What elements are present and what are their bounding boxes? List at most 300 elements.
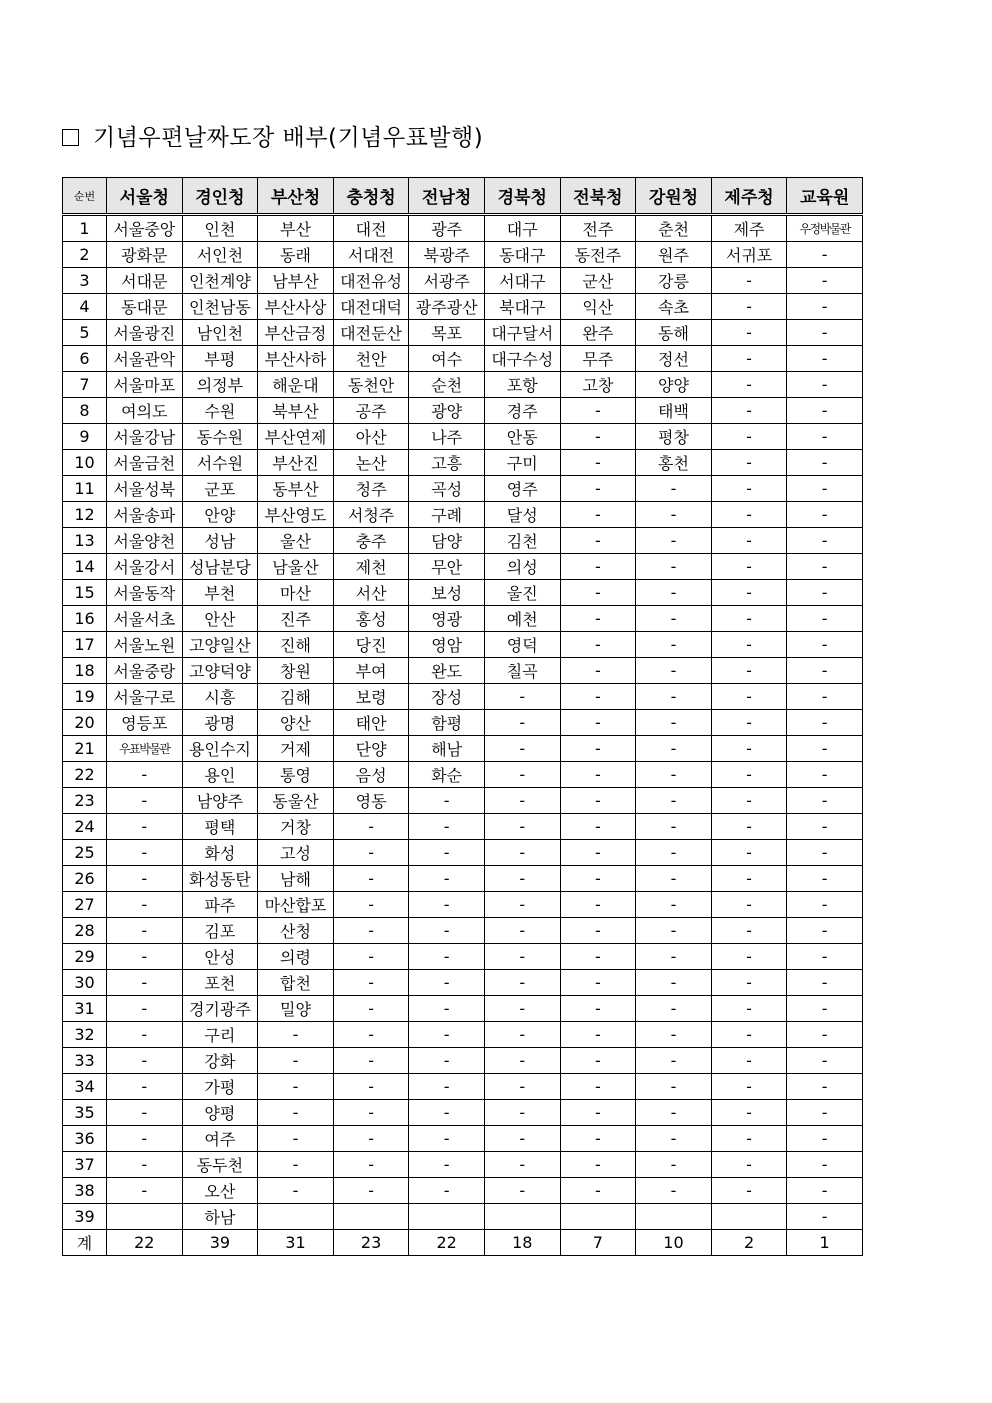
- office-cell: -: [787, 866, 863, 892]
- table-row: [63, 1204, 863, 1230]
- office-cell: 고성: [258, 840, 334, 866]
- office-cell: -: [787, 372, 863, 398]
- office-cell: 북대구: [484, 294, 560, 320]
- office-cell: 용인: [182, 762, 258, 788]
- office-cell: -: [107, 970, 183, 996]
- total-count: 18: [484, 1230, 560, 1256]
- office-cell: -: [711, 502, 787, 528]
- office-cell: -: [787, 1204, 863, 1230]
- office-cell: 진주: [258, 606, 334, 632]
- office-cell: -: [711, 658, 787, 684]
- office-cell: 광주: [409, 215, 485, 242]
- table-row: [63, 632, 863, 658]
- column-header-office: 충청청: [333, 178, 409, 215]
- office-cell: -: [787, 1074, 863, 1100]
- office-cell: -: [711, 346, 787, 372]
- office-cell: 대전대덕: [333, 294, 409, 320]
- office-cell: -: [711, 892, 787, 918]
- office-cell: -: [333, 918, 409, 944]
- office-cell: -: [333, 944, 409, 970]
- office-cell: -: [711, 840, 787, 866]
- row-number-cell: 1: [63, 215, 107, 242]
- table-row: [63, 424, 863, 450]
- table-row: [63, 580, 863, 606]
- row-number-cell: 10: [63, 450, 107, 476]
- office-cell: -: [560, 1152, 636, 1178]
- row-number-cell: 21: [63, 736, 107, 762]
- office-cell: -: [409, 1100, 485, 1126]
- office-cell: 대전유성: [333, 268, 409, 294]
- office-cell: 서울구로: [107, 684, 183, 710]
- office-cell: -: [636, 970, 712, 996]
- office-cell: -: [484, 1022, 560, 1048]
- office-cell: -: [107, 1152, 183, 1178]
- table-row: [63, 398, 863, 424]
- office-cell: 대전: [333, 215, 409, 242]
- table-row: [63, 242, 863, 268]
- office-cell: 완주: [560, 320, 636, 346]
- office-cell: -: [107, 1022, 183, 1048]
- distribution-table: [62, 177, 863, 1256]
- total-count: 2: [711, 1230, 787, 1256]
- office-cell: -: [484, 684, 560, 710]
- office-cell: -: [636, 554, 712, 580]
- office-cell: -: [711, 450, 787, 476]
- office-cell: 인천: [182, 215, 258, 242]
- office-cell: -: [787, 918, 863, 944]
- office-cell: -: [711, 1022, 787, 1048]
- row-number-cell: 17: [63, 632, 107, 658]
- office-cell: -: [787, 424, 863, 450]
- office-cell: 거창: [258, 814, 334, 840]
- office-cell: 남부산: [258, 268, 334, 294]
- office-cell: -: [258, 1126, 334, 1152]
- table-row: [63, 372, 863, 398]
- office-cell: [409, 1204, 485, 1230]
- row-number-cell: 18: [63, 658, 107, 684]
- office-cell: -: [636, 762, 712, 788]
- office-cell: 제주: [711, 215, 787, 242]
- office-cell: 평택: [182, 814, 258, 840]
- office-cell: -: [484, 814, 560, 840]
- office-cell: [560, 1204, 636, 1230]
- office-cell: -: [787, 320, 863, 346]
- office-cell: -: [636, 918, 712, 944]
- office-cell: -: [636, 1022, 712, 1048]
- office-cell: 수원: [182, 398, 258, 424]
- office-cell: -: [711, 1126, 787, 1152]
- office-cell: 보령: [333, 684, 409, 710]
- office-cell: -: [409, 1178, 485, 1204]
- row-number-cell: 33: [63, 1048, 107, 1074]
- office-cell: -: [107, 762, 183, 788]
- office-cell: -: [560, 866, 636, 892]
- office-cell: 강릉: [636, 268, 712, 294]
- office-cell: -: [484, 840, 560, 866]
- table-row: [63, 1022, 863, 1048]
- office-cell: 산청: [258, 918, 334, 944]
- office-cell: 안양: [182, 502, 258, 528]
- table-row: [63, 1152, 863, 1178]
- office-cell: -: [787, 606, 863, 632]
- column-header-office: 제주청: [711, 178, 787, 215]
- office-cell: 군포: [182, 476, 258, 502]
- table-row: [63, 215, 863, 242]
- office-cell: 영등포: [107, 710, 183, 736]
- office-cell: -: [787, 892, 863, 918]
- office-cell: 오산: [182, 1178, 258, 1204]
- office-cell: -: [711, 1074, 787, 1100]
- office-cell: 창원: [258, 658, 334, 684]
- office-cell: -: [333, 866, 409, 892]
- total-count: 22: [107, 1230, 183, 1256]
- office-cell: -: [560, 918, 636, 944]
- office-cell: 안산: [182, 606, 258, 632]
- office-cell: 동수원: [182, 424, 258, 450]
- office-cell: -: [636, 814, 712, 840]
- table-row: [63, 918, 863, 944]
- row-number-cell: 3: [63, 268, 107, 294]
- office-cell: 부산사상: [258, 294, 334, 320]
- office-cell: 칠곡: [484, 658, 560, 684]
- row-number-cell: 19: [63, 684, 107, 710]
- office-cell: 광양: [409, 398, 485, 424]
- office-cell: -: [484, 1048, 560, 1074]
- table-row: [63, 294, 863, 320]
- office-cell: 대구달서: [484, 320, 560, 346]
- office-cell: -: [409, 1152, 485, 1178]
- table-row: [63, 840, 863, 866]
- office-cell: -: [787, 658, 863, 684]
- office-cell: 성남: [182, 528, 258, 554]
- office-cell: 고창: [560, 372, 636, 398]
- row-number-cell: 35: [63, 1100, 107, 1126]
- office-cell: -: [787, 840, 863, 866]
- office-cell: -: [107, 866, 183, 892]
- office-cell: 홍성: [333, 606, 409, 632]
- office-cell: 서울관악: [107, 346, 183, 372]
- office-cell: 우표박물관: [107, 736, 183, 762]
- office-cell: -: [409, 996, 485, 1022]
- office-cell: -: [787, 788, 863, 814]
- office-cell: 동래: [258, 242, 334, 268]
- column-header-office: 경인청: [182, 178, 258, 215]
- table-row: [63, 788, 863, 814]
- office-cell: 김포: [182, 918, 258, 944]
- office-cell: 대전둔산: [333, 320, 409, 346]
- row-number-cell: 6: [63, 346, 107, 372]
- office-cell: -: [711, 294, 787, 320]
- table-row: [63, 450, 863, 476]
- office-cell: 광명: [182, 710, 258, 736]
- office-cell: 서울성북: [107, 476, 183, 502]
- office-cell: 부평: [182, 346, 258, 372]
- office-cell: 북부산: [258, 398, 334, 424]
- office-cell: -: [636, 1126, 712, 1152]
- office-cell: -: [560, 580, 636, 606]
- office-cell: 정선: [636, 346, 712, 372]
- total-label: 계: [63, 1230, 107, 1256]
- office-cell: -: [409, 1074, 485, 1100]
- office-cell: -: [560, 502, 636, 528]
- office-cell: 전주: [560, 215, 636, 242]
- column-header-office: 서울청: [107, 178, 183, 215]
- office-cell: 남울산: [258, 554, 334, 580]
- office-cell: 서울서초: [107, 606, 183, 632]
- office-cell: 서울양천: [107, 528, 183, 554]
- office-cell: -: [409, 866, 485, 892]
- office-cell: 인천남동: [182, 294, 258, 320]
- office-cell: 여주: [182, 1126, 258, 1152]
- office-cell: -: [409, 918, 485, 944]
- office-cell: 화순: [409, 762, 485, 788]
- office-cell: 남해: [258, 866, 334, 892]
- office-cell: 무안: [409, 554, 485, 580]
- office-cell: -: [409, 944, 485, 970]
- table-row: [63, 866, 863, 892]
- office-cell: -: [711, 1152, 787, 1178]
- row-number-cell: 27: [63, 892, 107, 918]
- office-cell: -: [636, 892, 712, 918]
- office-cell: 무주: [560, 346, 636, 372]
- office-cell: -: [560, 1074, 636, 1100]
- office-cell: 서수원: [182, 450, 258, 476]
- row-number-cell: 9: [63, 424, 107, 450]
- row-number-cell: 12: [63, 502, 107, 528]
- column-header-office: 경북청: [484, 178, 560, 215]
- office-cell: -: [636, 528, 712, 554]
- office-cell: 서울광진: [107, 320, 183, 346]
- row-number-cell: 31: [63, 996, 107, 1022]
- row-number-cell: 5: [63, 320, 107, 346]
- office-cell: -: [787, 814, 863, 840]
- office-cell: 부산연제: [258, 424, 334, 450]
- total-count: 7: [560, 1230, 636, 1256]
- table-row: [63, 892, 863, 918]
- office-cell: -: [484, 710, 560, 736]
- office-cell: 마산: [258, 580, 334, 606]
- office-cell: 예천: [484, 606, 560, 632]
- total-count: 39: [182, 1230, 258, 1256]
- office-cell: 서대문: [107, 268, 183, 294]
- office-cell: 달성: [484, 502, 560, 528]
- office-cell: 동해: [636, 320, 712, 346]
- office-cell: -: [258, 1022, 334, 1048]
- office-cell: -: [484, 1100, 560, 1126]
- office-cell: -: [636, 684, 712, 710]
- table-row: [63, 1048, 863, 1074]
- office-cell: -: [333, 1152, 409, 1178]
- office-cell: -: [333, 840, 409, 866]
- office-cell: 충주: [333, 528, 409, 554]
- office-cell: 부산금정: [258, 320, 334, 346]
- office-cell: -: [484, 736, 560, 762]
- office-cell: -: [333, 996, 409, 1022]
- row-number-cell: 34: [63, 1074, 107, 1100]
- total-count: 10: [636, 1230, 712, 1256]
- office-cell: 포항: [484, 372, 560, 398]
- office-cell: 고양일산: [182, 632, 258, 658]
- office-cell: 순천: [409, 372, 485, 398]
- table-row: [63, 1178, 863, 1204]
- office-cell: 논산: [333, 450, 409, 476]
- office-cell: -: [711, 632, 787, 658]
- office-cell: -: [560, 684, 636, 710]
- row-number-cell: 37: [63, 1152, 107, 1178]
- office-cell: 동대문: [107, 294, 183, 320]
- office-cell: -: [409, 970, 485, 996]
- table-row: [63, 658, 863, 684]
- office-cell: -: [560, 1048, 636, 1074]
- office-cell: -: [409, 840, 485, 866]
- office-cell: -: [107, 1048, 183, 1074]
- office-cell: -: [711, 866, 787, 892]
- office-cell: -: [107, 1178, 183, 1204]
- office-cell: -: [636, 710, 712, 736]
- row-number-cell: 7: [63, 372, 107, 398]
- office-cell: -: [636, 476, 712, 502]
- office-cell: 광주광산: [409, 294, 485, 320]
- office-cell: -: [409, 1126, 485, 1152]
- office-cell: -: [560, 788, 636, 814]
- office-cell: 남양주: [182, 788, 258, 814]
- office-cell: -: [787, 268, 863, 294]
- office-cell: 서산: [333, 580, 409, 606]
- office-cell: -: [560, 736, 636, 762]
- office-cell: -: [711, 762, 787, 788]
- office-cell: 구리: [182, 1022, 258, 1048]
- office-cell: -: [787, 346, 863, 372]
- office-cell: 서울송파: [107, 502, 183, 528]
- office-cell: -: [560, 970, 636, 996]
- office-cell: 시흥: [182, 684, 258, 710]
- office-cell: [484, 1204, 560, 1230]
- office-cell: -: [711, 320, 787, 346]
- office-cell: 익산: [560, 294, 636, 320]
- office-cell: -: [107, 892, 183, 918]
- office-cell: -: [787, 476, 863, 502]
- office-cell: -: [787, 710, 863, 736]
- office-cell: 구미: [484, 450, 560, 476]
- table-row: [63, 996, 863, 1022]
- office-cell: -: [711, 554, 787, 580]
- office-cell: -: [636, 736, 712, 762]
- office-cell: 영광: [409, 606, 485, 632]
- office-cell: -: [409, 892, 485, 918]
- column-header-office: 교육원: [787, 178, 863, 215]
- office-cell: -: [560, 710, 636, 736]
- row-number-cell: 14: [63, 554, 107, 580]
- office-cell: -: [107, 814, 183, 840]
- office-cell: -: [787, 450, 863, 476]
- office-cell: 의령: [258, 944, 334, 970]
- office-cell: -: [560, 840, 636, 866]
- office-cell: 평창: [636, 424, 712, 450]
- office-cell: -: [711, 918, 787, 944]
- table-row: [63, 944, 863, 970]
- office-cell: 강화: [182, 1048, 258, 1074]
- row-number-cell: 38: [63, 1178, 107, 1204]
- office-cell: -: [333, 1074, 409, 1100]
- column-header-office: 강원청: [636, 178, 712, 215]
- office-cell: 서울강남: [107, 424, 183, 450]
- office-cell: -: [560, 1022, 636, 1048]
- page-title: [62, 119, 483, 152]
- office-cell: -: [560, 554, 636, 580]
- table-row: [63, 736, 863, 762]
- office-cell: 영주: [484, 476, 560, 502]
- office-cell: -: [560, 476, 636, 502]
- row-number-cell: 22: [63, 762, 107, 788]
- table-header: [63, 178, 863, 215]
- office-cell: 영암: [409, 632, 485, 658]
- office-cell: -: [787, 1152, 863, 1178]
- office-cell: 곡성: [409, 476, 485, 502]
- office-cell: 서청주: [333, 502, 409, 528]
- office-cell: 장성: [409, 684, 485, 710]
- office-cell: [711, 1204, 787, 1230]
- office-cell: 공주: [333, 398, 409, 424]
- office-cell: [333, 1204, 409, 1230]
- office-cell: -: [787, 944, 863, 970]
- office-cell: -: [787, 1048, 863, 1074]
- office-cell: -: [711, 970, 787, 996]
- office-cell: -: [787, 684, 863, 710]
- office-cell: -: [787, 632, 863, 658]
- office-cell: -: [787, 996, 863, 1022]
- office-cell: 보성: [409, 580, 485, 606]
- office-cell: 부산진: [258, 450, 334, 476]
- office-cell: [107, 1204, 183, 1230]
- office-cell: -: [787, 242, 863, 268]
- office-cell: 대구수성: [484, 346, 560, 372]
- office-cell: 동천안: [333, 372, 409, 398]
- office-cell: 의성: [484, 554, 560, 580]
- office-cell: -: [333, 892, 409, 918]
- office-cell: 함평: [409, 710, 485, 736]
- row-number-cell: 30: [63, 970, 107, 996]
- office-cell: 울산: [258, 528, 334, 554]
- office-cell: -: [107, 1074, 183, 1100]
- office-cell: -: [787, 970, 863, 996]
- office-cell: 완도: [409, 658, 485, 684]
- office-cell: -: [711, 424, 787, 450]
- office-cell: 서울노원: [107, 632, 183, 658]
- office-cell: 해운대: [258, 372, 334, 398]
- office-cell: -: [409, 1048, 485, 1074]
- office-cell: -: [484, 866, 560, 892]
- office-cell: -: [636, 632, 712, 658]
- office-cell: 동전주: [560, 242, 636, 268]
- office-cell: 나주: [409, 424, 485, 450]
- office-cell: -: [711, 528, 787, 554]
- total-count: 31: [258, 1230, 334, 1256]
- table-row: [63, 346, 863, 372]
- office-cell: 북광주: [409, 242, 485, 268]
- row-number-cell: 26: [63, 866, 107, 892]
- column-header-office: 부산청: [258, 178, 334, 215]
- office-cell: 우정박물관: [787, 215, 863, 242]
- row-number-cell: 36: [63, 1126, 107, 1152]
- office-cell: -: [636, 788, 712, 814]
- office-cell: [636, 1204, 712, 1230]
- table-row: [63, 268, 863, 294]
- office-cell: -: [484, 1178, 560, 1204]
- office-cell: -: [484, 996, 560, 1022]
- office-cell: 안동: [484, 424, 560, 450]
- office-cell: -: [107, 840, 183, 866]
- office-cell: -: [636, 944, 712, 970]
